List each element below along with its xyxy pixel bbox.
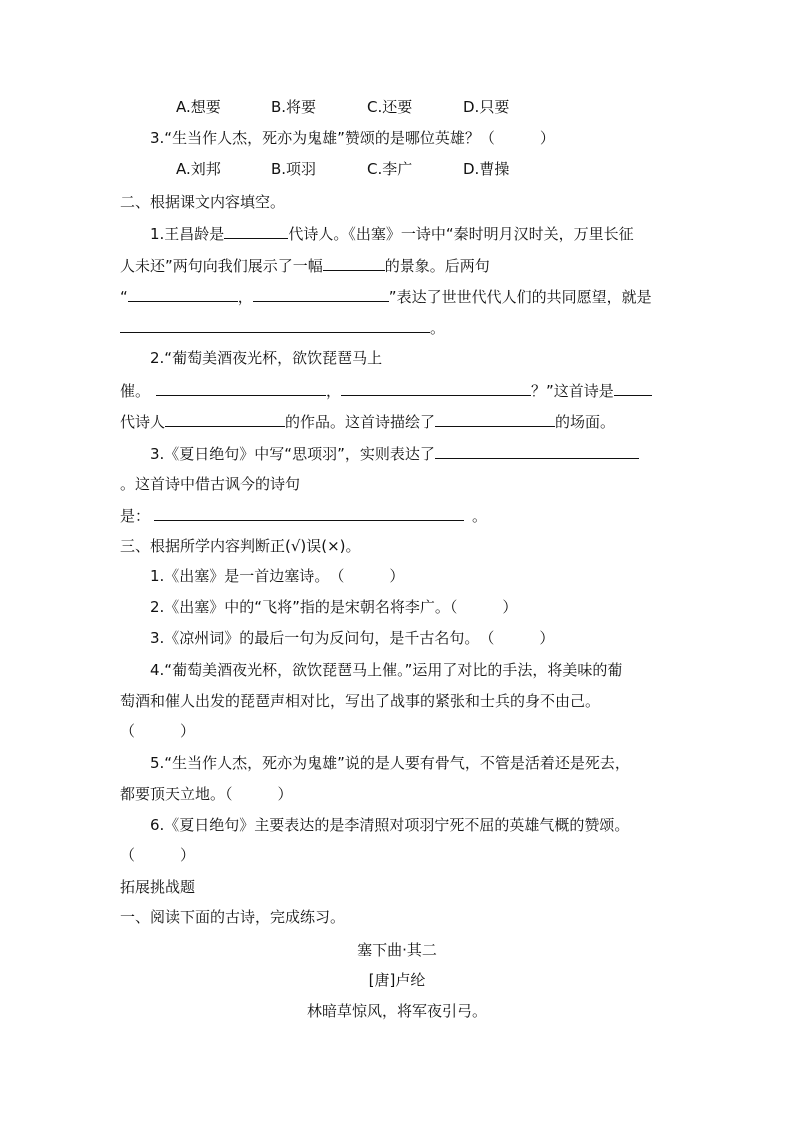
s2-item2-text: 的作品。这首诗描绘了 xyxy=(285,413,436,431)
s2-item2-line1: 2.“葡萄美酒夜光杯，欲饮琵琶马上 xyxy=(150,349,383,367)
s2-item1-text: 。 xyxy=(430,319,446,337)
s2-item1-text: ， xyxy=(237,288,253,306)
fill-blank[interactable] xyxy=(224,223,288,239)
s2-item1-line3 xyxy=(120,286,652,307)
s2-item2-text: 的场面。 xyxy=(555,413,616,431)
fill-blank[interactable] xyxy=(120,317,430,333)
s2-item2-line3 xyxy=(120,411,615,432)
s2-item3-text: 是： xyxy=(120,507,151,525)
s3-item4-line2: 萄酒和催人出发的琵琶声相对比，写出了战事的紧张和士兵的身不由己。 xyxy=(120,692,601,710)
q2-option-b: B.将要 xyxy=(271,98,317,116)
q2-option-c: C.还要 xyxy=(367,98,413,116)
fill-blank[interactable] xyxy=(323,255,385,271)
poem-title: 塞下曲·其二 xyxy=(357,941,437,959)
fill-blank[interactable] xyxy=(614,380,652,396)
poem-author: [唐]卢纶 xyxy=(368,971,426,989)
fill-blank[interactable] xyxy=(165,411,285,427)
ext-heading: 拓展挑战题 xyxy=(120,878,196,896)
s2-item1-text: 的景象。后两句 xyxy=(384,257,490,275)
s3-item6-line2: （ ） xyxy=(120,846,196,864)
q3-option-c: C.李广 xyxy=(367,160,413,178)
q2-option-d: D.只要 xyxy=(463,98,510,116)
s3-item3: 3.《凉州词》的最后一句为反问句，是千古名句。 （ ） xyxy=(150,629,555,647)
s2-item3-line2: 。这首诗中借古讽今的诗句 xyxy=(120,475,301,493)
s2-item1-line1 xyxy=(150,223,634,244)
q3-option-d: D.曹操 xyxy=(463,160,510,178)
fill-blank[interactable] xyxy=(253,286,389,302)
s2-item2-line2 xyxy=(120,380,652,401)
q3-question: 3.“生当作人杰，死亦为鬼雄”赞颂的是哪位英雄？（ ） xyxy=(150,129,555,147)
q2-option-a: A.想要 xyxy=(176,98,221,116)
s2-item2-text: 催。 xyxy=(120,382,151,400)
fill-blank[interactable] xyxy=(154,505,464,521)
fill-blank[interactable] xyxy=(341,380,531,396)
s2-item1-text: “ xyxy=(120,288,128,306)
s2-item2-text: ， xyxy=(326,382,342,400)
s3-item4-line1: 4.“葡萄美酒夜光杯，欲饮琵琶马上催。”运用了对比的手法，将美味的葡 xyxy=(150,661,623,679)
s2-item2-text: ？”这首诗是 xyxy=(531,382,614,400)
ext-question1: 一、阅读下面的古诗，完成练习。 xyxy=(120,908,346,926)
s3-item1: 1.《出塞》是一首边塞诗。 （ ） xyxy=(150,567,405,585)
s3-item4-line3: （ ） xyxy=(120,722,196,740)
s2-item3-text: 。 xyxy=(472,507,488,525)
s2-item2-text: 代诗人 xyxy=(120,413,166,431)
s2-item1-text: 代诗人。《出塞》一诗中“秦时明月汉时关，万里长征 xyxy=(288,225,634,243)
s3-item5-line2: 都要顶天立地。（ ） xyxy=(120,785,293,803)
s2-item1-text: 1.王昌龄是 xyxy=(150,225,225,243)
section2-title: 二、根据课文内容填空。 xyxy=(120,193,286,211)
s3-item5-line1: 5.“生当作人杰，死亦为鬼雄”说的是人要有骨气，不管是活着还是死去， xyxy=(150,754,630,772)
s2-item3-line3 xyxy=(120,505,487,526)
s2-item1-text: 人未还”两句向我们展示了一幅 xyxy=(120,257,323,275)
q3-option-a: A.刘邦 xyxy=(176,160,221,178)
s3-item2: 2.《出塞》中的“飞将”指的是宋朝名将李广。（ ） xyxy=(150,598,518,616)
poem-line-1: 林暗草惊风，将军夜引弓。 xyxy=(306,1002,487,1020)
s3-item6-line1: 6.《夏日绝句》主要表达的是李清照对项羽宁死不屈的英雄气概的赞颂。 xyxy=(150,816,630,834)
q3-option-b: B.项羽 xyxy=(271,160,317,178)
section3-title: 三、根据所学内容判断正(√)误(×)。 xyxy=(120,537,361,555)
fill-blank[interactable] xyxy=(435,411,555,427)
fill-blank[interactable] xyxy=(435,443,639,459)
s2-item1-line2 xyxy=(120,255,490,276)
fill-blank[interactable] xyxy=(156,380,326,396)
s2-item3-line1 xyxy=(150,443,639,464)
fill-blank[interactable] xyxy=(128,286,238,302)
s2-item1-line4 xyxy=(120,317,445,338)
s2-item3-text: 3.《夏日绝句》中写“思项羽”，实则表达了 xyxy=(150,445,435,463)
s2-item1-text: ”表达了世世代代人们的共同愿望，就是 xyxy=(388,288,652,306)
